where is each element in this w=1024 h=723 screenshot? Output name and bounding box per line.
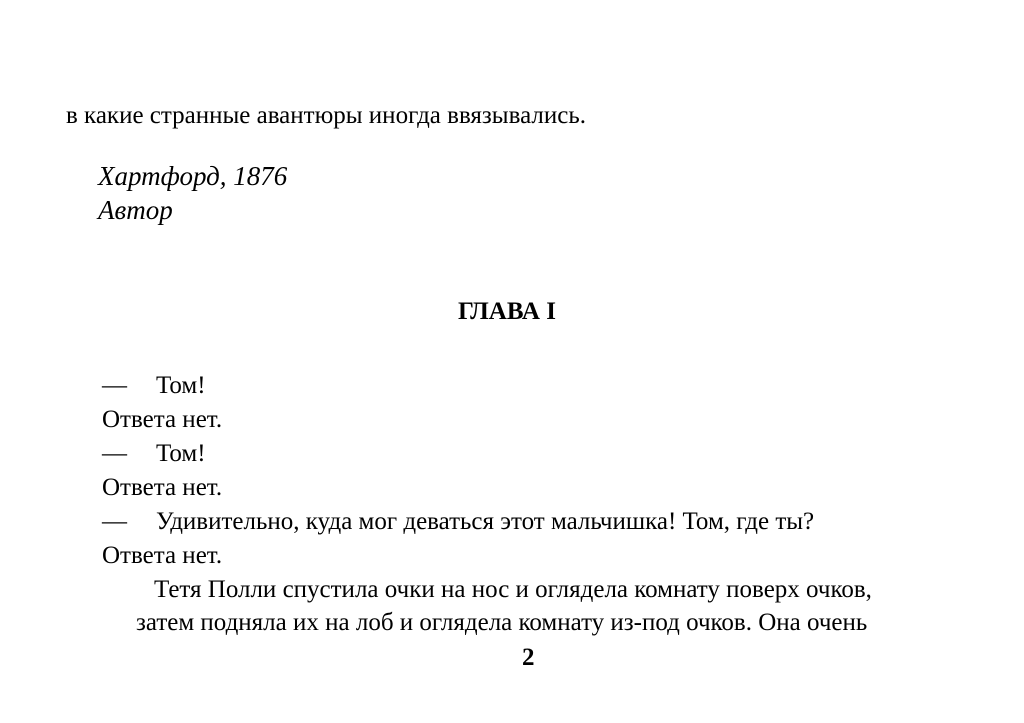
paragraph-line-1: Тетя Полли спустила очки на нос и оглядела комнату поверх очков, [154,576,872,603]
intro-tail-line: в какие странные авантюры иногда ввязывались. [66,102,586,129]
narration-line-2: Ответа нет. [102,474,223,501]
dialogue-text: Удивительно, куда мог деваться этот мальчишка! Том, где ты? [156,508,815,535]
page-number: 2 [522,644,535,671]
dialogue-text: Том! [156,372,206,399]
em-dash: — [102,508,127,535]
em-dash: — [102,440,127,467]
narration-line-1: Ответа нет. [102,406,223,433]
paragraph-line-2: затем подняла их на лоб и оглядела комнату из-под очков. Она очень [136,609,868,636]
em-dash: — [102,372,127,399]
chapter-title: ГЛАВА I [458,298,556,325]
dialogue-text: Том! [156,440,206,467]
narration-line-3: Ответа нет. [102,542,223,569]
signature-place-year: Хартфорд, 1876 [98,161,288,191]
signature-author: Автор [98,195,173,225]
